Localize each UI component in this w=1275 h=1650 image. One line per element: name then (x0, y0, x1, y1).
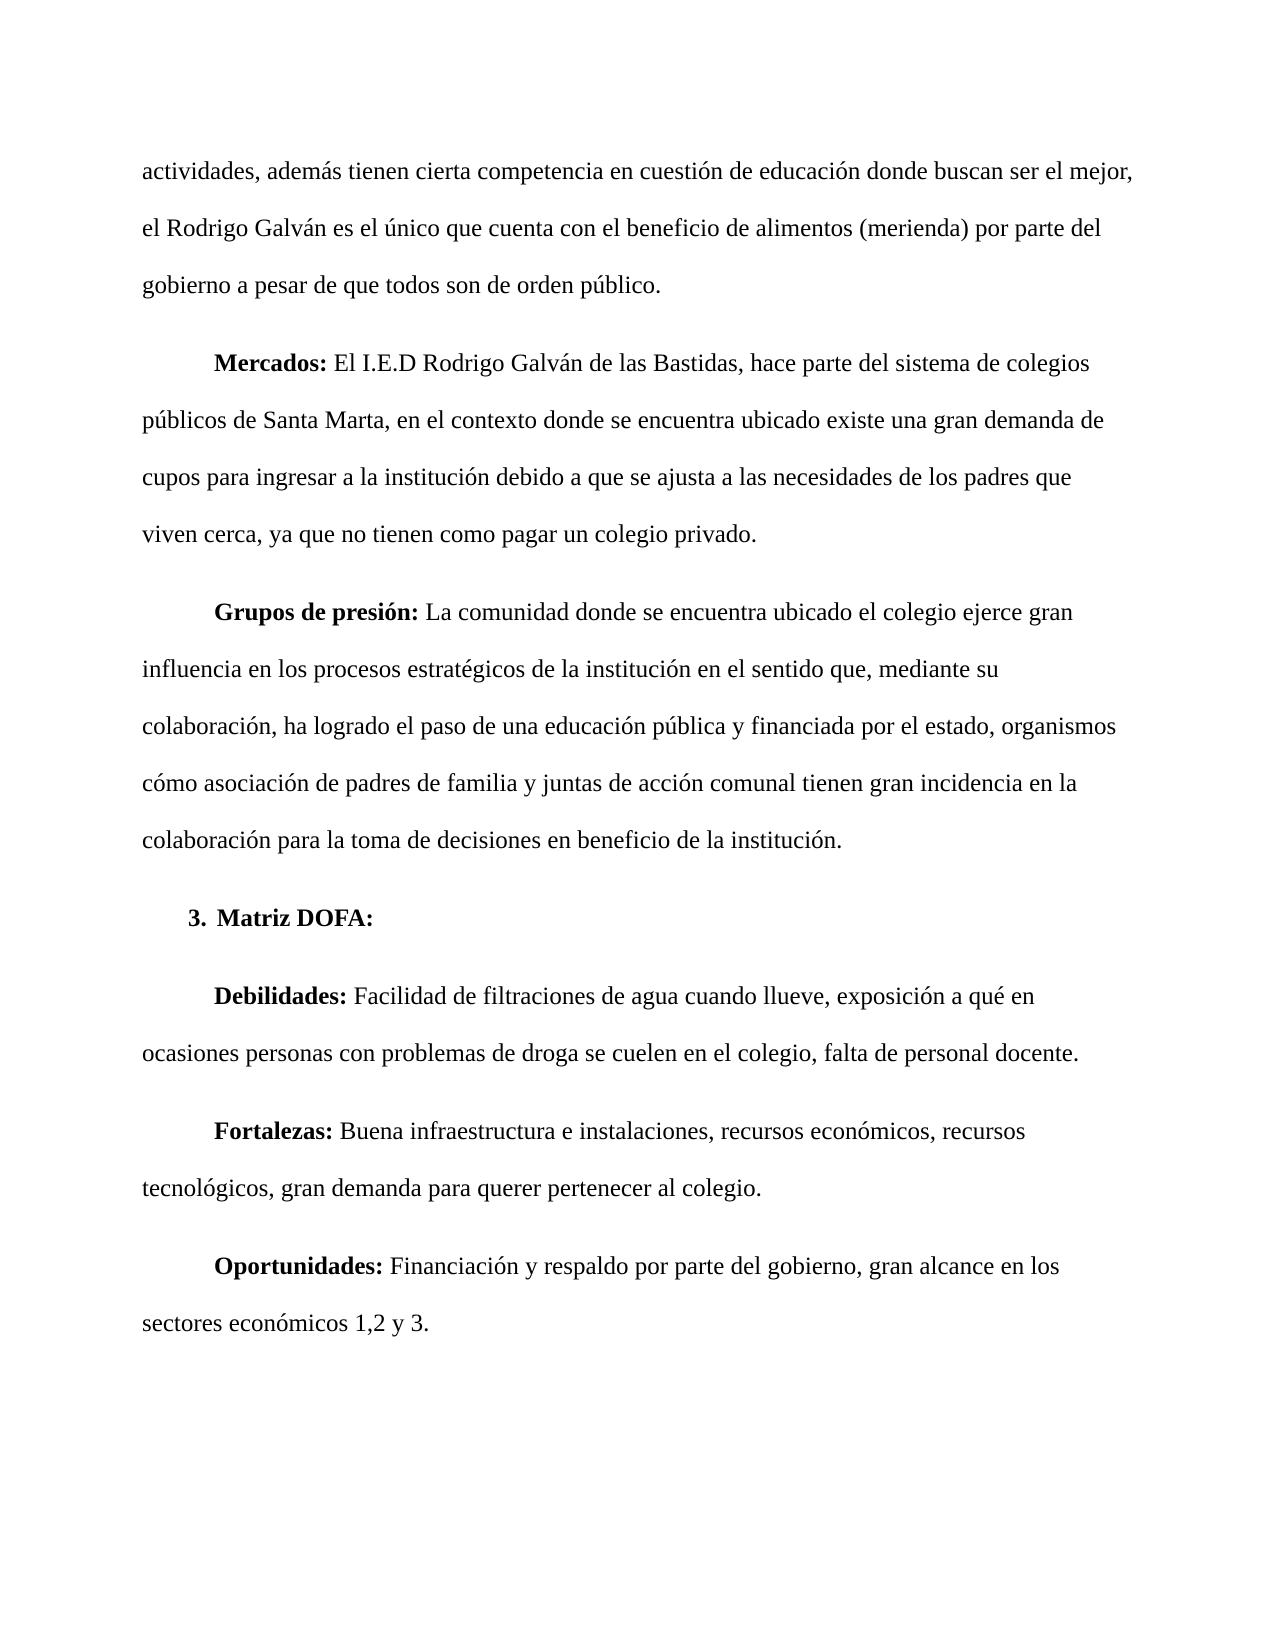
paragraph-text: Buena infraestructura e instalaciones, recursos económicos, recursos tecnológicos, gran demanda para querer pertenecer al colegio. (142, 1118, 1026, 1202)
paragraph-continuation (142, 143, 1133, 314)
paragraph-mercados (142, 335, 1133, 563)
section-title: Matriz DOFA: (216, 905, 374, 932)
paragraph-fortalezas (142, 1103, 1133, 1217)
paragraph-text: El I.E.D Rodrigo Galván de las Bastidas, hace parte del sistema de colegios públicos de Santa Marta, en el contexto donde se encuentra ubicado existe una gran demanda de cupos para ingresar a la institución debido a que se ajusta a las necesidades de los padres que viven cerca, ya que no tienen como pagar un colegio privado. (142, 350, 1105, 548)
paragraph-lead: Fortalezas: (214, 1118, 334, 1145)
paragraph-lead: Grupos de presión: (214, 599, 420, 626)
paragraph-grupos-de-presion (142, 584, 1133, 869)
paragraph-lead: Mercados: (214, 350, 328, 377)
paragraph-oportunidades (142, 1238, 1133, 1352)
paragraph-text: actividades, además tienen cierta competencia en cuestión de educación donde buscan ser el mejor, el Rodrigo Galván es el único que cuenta con el beneficio de alimentos (merienda) por parte del gobierno a pesar de que todos son de orden público. (142, 158, 1133, 299)
paragraph-debilidades (142, 968, 1133, 1082)
section-number: 3. (188, 905, 207, 932)
paragraph-lead: Debilidades: (214, 983, 348, 1010)
paragraph-text: Financiación y respaldo por parte del gobierno, gran alcance en los sectores económicos 1,2 y 3. (142, 1253, 1060, 1337)
paragraph-text: Facilidad de filtraciones de agua cuando llueve, exposición a qué en ocasiones personas con problemas de droga se cuelen en el colegio, falta de personal docente. (142, 983, 1080, 1067)
section-heading-matriz-dofa (142, 890, 1133, 947)
paragraph-lead: Oportunidades: (214, 1253, 384, 1280)
paragraph-text: La comunidad donde se encuentra ubicado el colegio ejerce gran influencia en los procesos estratégicos de la institución en el sentido que, mediante su colaboración, ha logrado el paso de una educación pública y financiada por el estado, organismos cómo asociación de padres de familia y juntas de acción comunal tienen gran incidencia en la colaboración para la toma de decisiones en beneficio de la institución. (142, 599, 1117, 854)
